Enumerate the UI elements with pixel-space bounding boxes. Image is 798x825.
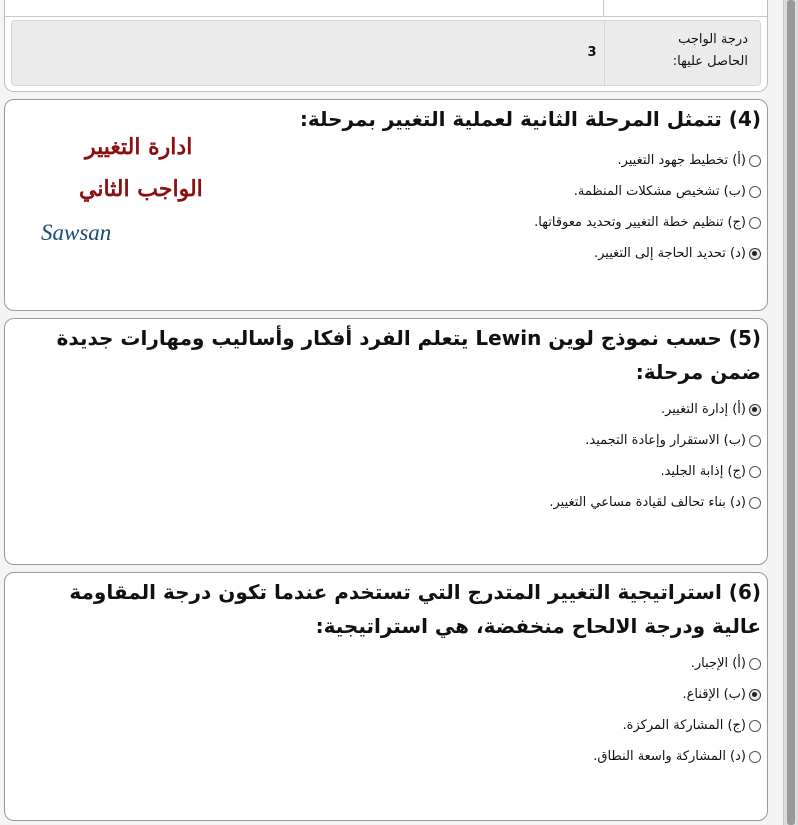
option-item[interactable] — [161, 207, 761, 238]
score-label-line1: درجة الواجب — [678, 32, 748, 47]
option-item[interactable] — [161, 487, 761, 518]
option-label[interactable]: (ب) الاستقرار وإعادة التجميد. — [585, 433, 746, 448]
radio-button-selected[interactable] — [749, 248, 761, 260]
option-label[interactable]: (أ) تخطيط جهود التغيير. — [617, 153, 746, 168]
options-list — [161, 648, 761, 772]
question-text: (4) تتمثل المرحلة الثانية لعملية التغيير بمرحلة: — [299, 107, 761, 131]
option-label[interactable]: (ج) تنظيم خطة التغيير وتحديد معوقاتها. — [534, 215, 746, 230]
option-label[interactable]: (أ) إدارة التغيير. — [660, 402, 746, 417]
option-item[interactable] — [161, 176, 761, 207]
option-item[interactable] — [161, 741, 761, 772]
radio-button[interactable] — [749, 658, 761, 670]
table-top-strip — [5, 0, 767, 17]
question-text: (6) استراتيجية التغيير المتدرج التي تستخدم عندما تكون درجة المقاومة عالية ودرجة الالحاح منخفضة، هي استراتيجية: — [69, 580, 761, 638]
option-item[interactable] — [161, 145, 761, 176]
option-item[interactable] — [161, 394, 761, 425]
radio-button-selected[interactable] — [749, 689, 761, 701]
option-label[interactable]: (د) المشاركة واسعة النطاق. — [593, 749, 746, 764]
score-label-line2: الحاصل عليها: — [672, 54, 748, 69]
option-item[interactable] — [161, 648, 761, 679]
score-table — [4, 0, 768, 92]
watermark-course: ادارة التغيير — [85, 134, 193, 160]
radio-button[interactable] — [749, 497, 761, 509]
option-label[interactable]: (أ) الإجبار. — [690, 656, 746, 671]
radio-button[interactable] — [749, 466, 761, 478]
watermark-signature: Sawsan — [41, 220, 112, 245]
radio-button[interactable] — [749, 720, 761, 732]
radio-button-selected[interactable] — [749, 404, 761, 416]
score-value: 3 — [587, 45, 597, 60]
question-text: (5) حسب نموذج لوين Lewin يتعلم الفرد أفكار وأساليب ومهارات جديدة ضمن مرحلة: — [56, 326, 761, 384]
option-item[interactable] — [161, 456, 761, 487]
option-label[interactable]: (ب) تشخيص مشكلات المنظمة. — [573, 184, 746, 199]
option-item[interactable] — [161, 425, 761, 456]
radio-button[interactable] — [749, 217, 761, 229]
question-card-5 — [4, 318, 768, 565]
radio-button[interactable] — [749, 751, 761, 763]
options-list — [161, 145, 761, 269]
table-divider — [603, 0, 604, 16]
watermark-assignment: الواجب الثاني — [79, 176, 203, 202]
scrollbar[interactable] — [783, 0, 798, 825]
option-label[interactable]: (ج) إذابة الجليد. — [660, 464, 746, 479]
option-label[interactable]: (ب) الإقناع. — [682, 687, 746, 702]
option-label[interactable]: (د) تحديد الحاجة إلى التغيير. — [594, 246, 746, 261]
option-item[interactable] — [161, 710, 761, 741]
question-card-6 — [4, 572, 768, 821]
radio-button[interactable] — [749, 435, 761, 447]
scrollbar-thumb[interactable] — [787, 0, 795, 825]
option-label[interactable]: (د) بناء تحالف لقيادة مساعي التغيير. — [549, 495, 746, 510]
score-row — [11, 20, 761, 86]
options-list — [161, 394, 761, 518]
question-card-4 — [4, 99, 768, 311]
option-item[interactable] — [161, 238, 761, 269]
radio-button[interactable] — [749, 155, 761, 167]
option-item[interactable] — [161, 679, 761, 710]
option-label[interactable]: (ج) المشاركة المركزة. — [622, 718, 746, 733]
score-label — [608, 29, 748, 73]
radio-button[interactable] — [749, 186, 761, 198]
